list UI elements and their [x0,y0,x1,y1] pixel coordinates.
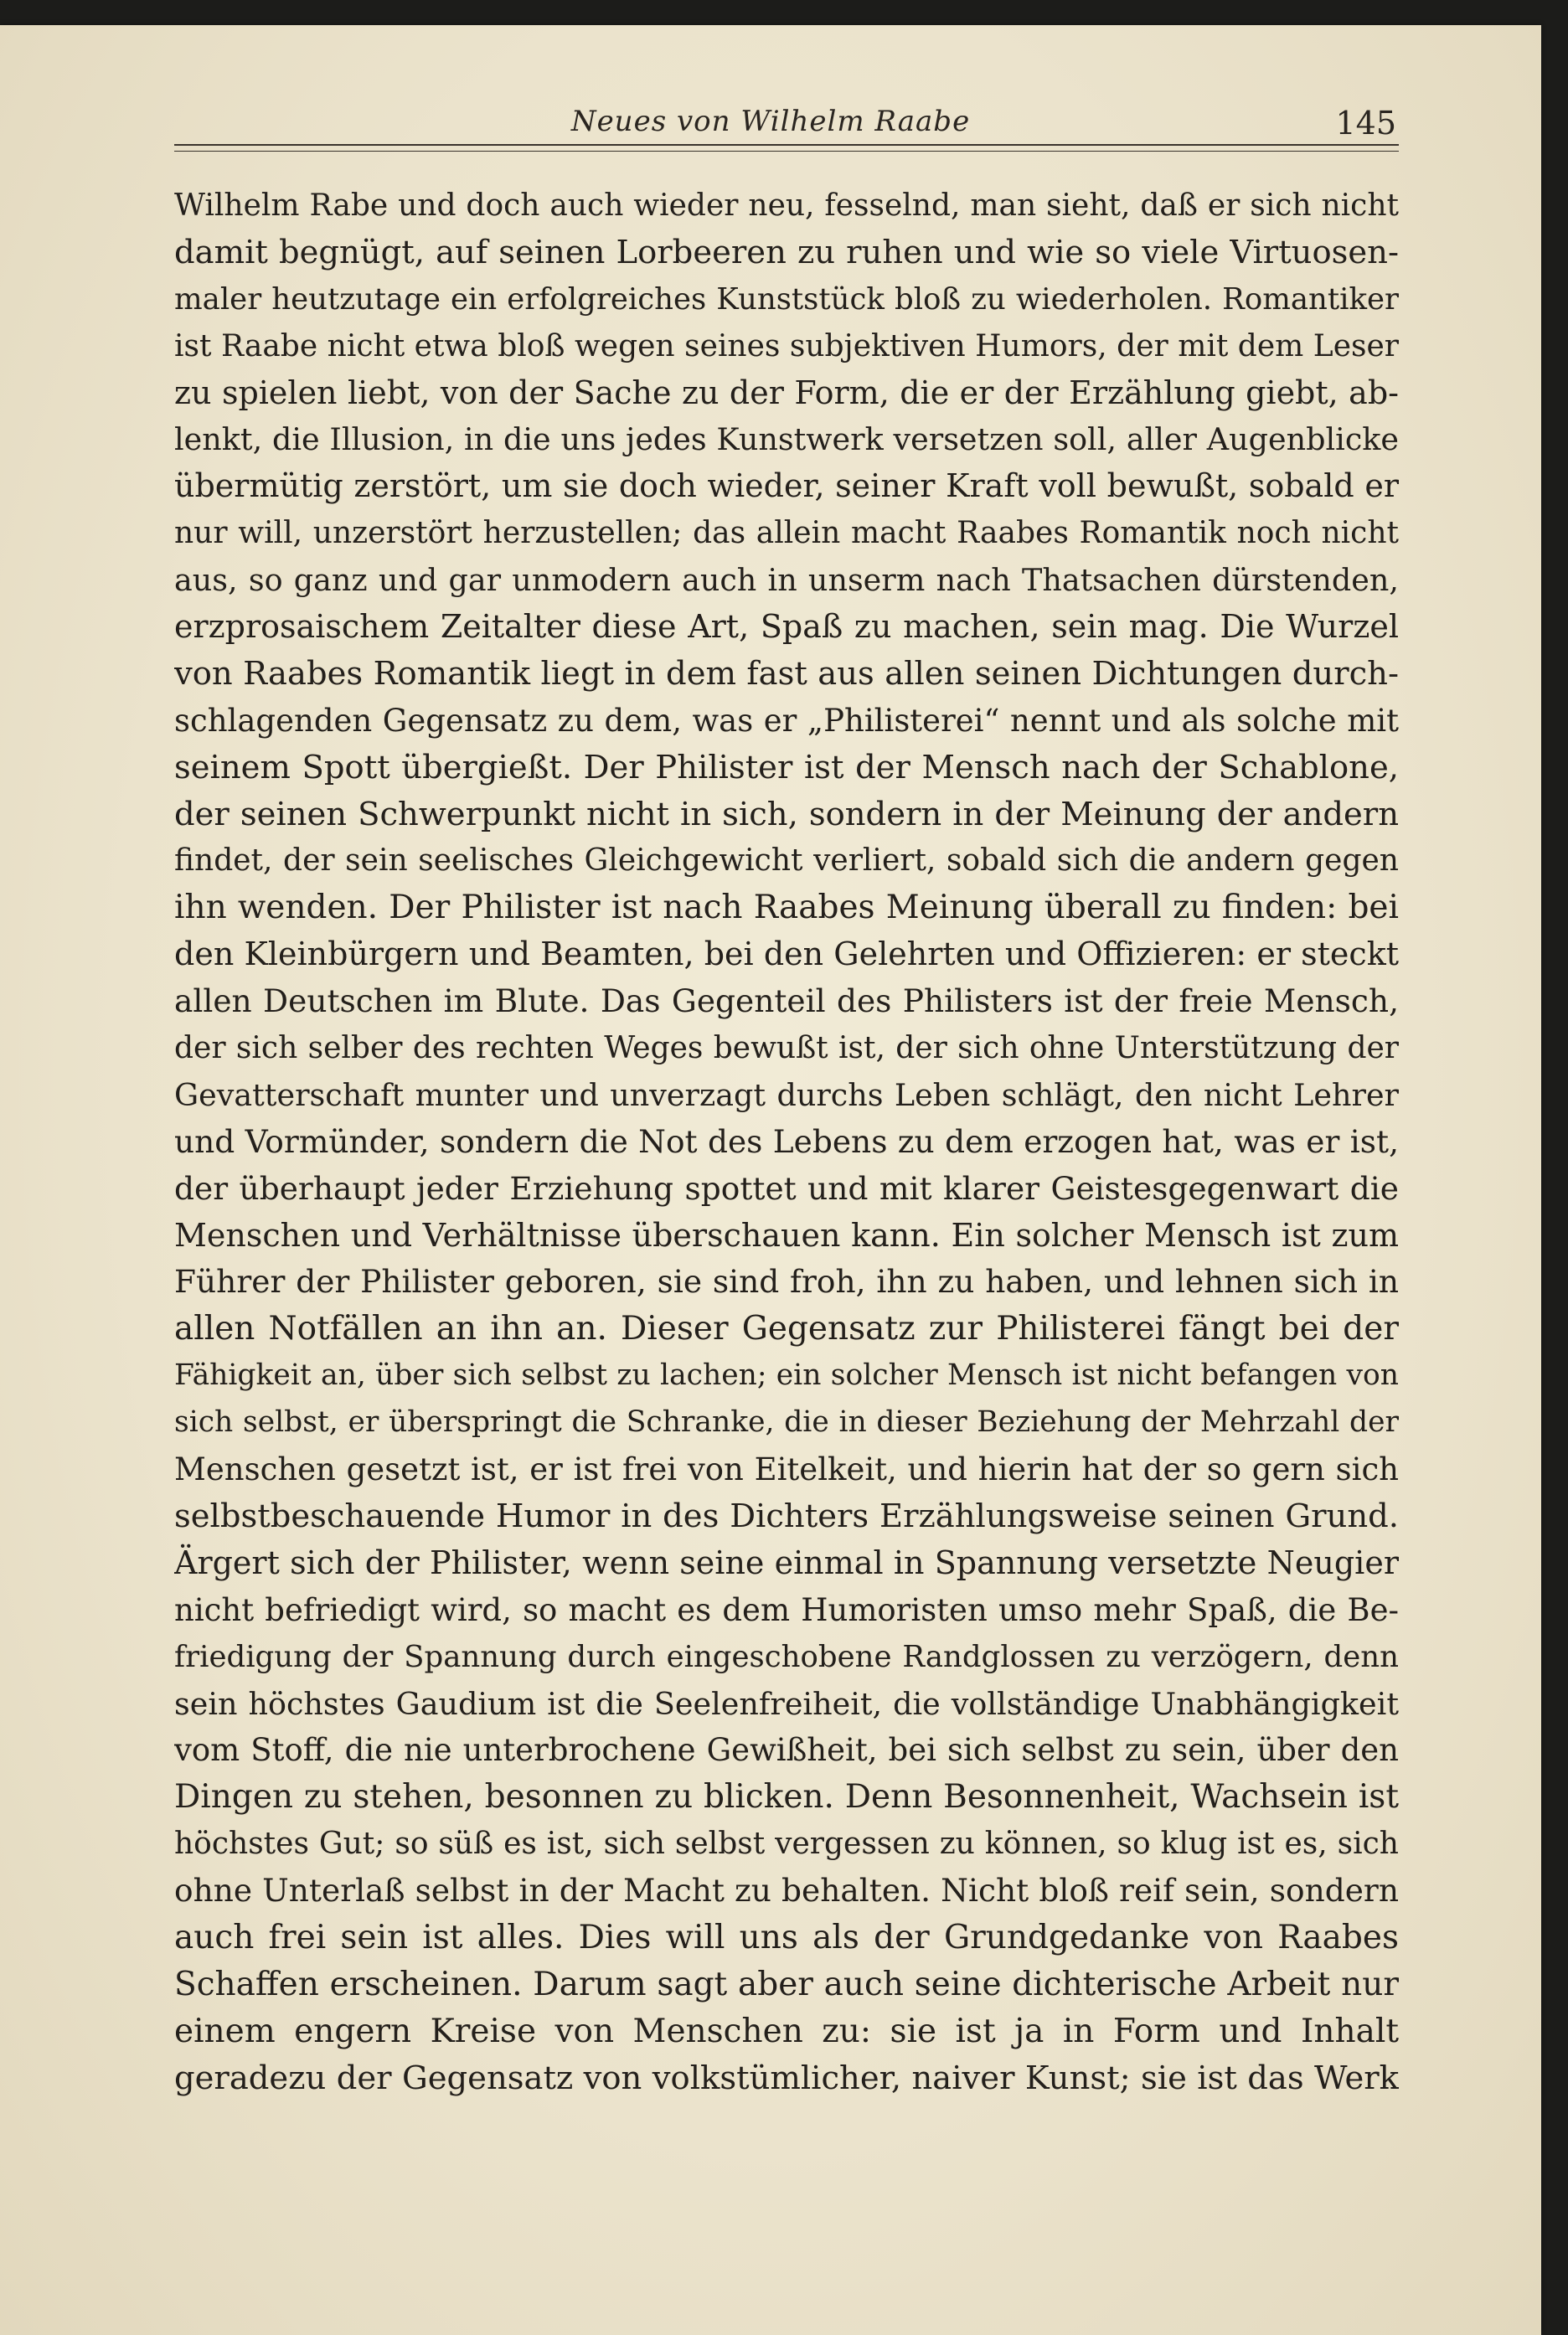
text-line: Fähigkeit an, über sich selbst zu lachen; ein solcher Mensch ist nicht befangen von [174,1358,1399,1393]
text-line: Menschen und Verhältnisse überschauen kann. Ein solcher Mensch ist zum [174,1216,1399,1254]
text-line: Führer der Philister geboren, sie sind froh, ihn zu haben, und lehnen sich in [174,1263,1399,1301]
text-line: nicht befriedigt wird, so macht es dem Humoristen umso mehr Spaß, die Be- [174,1591,1399,1628]
text-line: sein höchstes Gaudium ist die Seelenfreiheit, die vollständige Unabhängigkeit [174,1685,1399,1722]
text-line: Menschen gesetzt ist, er ist frei von Eitelkeit, und hierin hat der so gern sich [174,1451,1399,1488]
running-title: Neues von Wilhelm Raabe [570,105,971,138]
text-line: von Raabes Romantik liegt in dem fast aus allen seinen Dichtungen durch- [174,654,1399,693]
text-line: selbstbeschauende Humor in des Dichters Erzählungsweise seinen Grund. [174,1497,1399,1535]
text-line: geradezu der Gegensatz von volkstümlicher, naiver Kunst; sie ist das Werk [174,2059,1399,2097]
body-text [174,183,1399,2102]
text-line: ihn wenden. Der Philister ist nach Raabes Meinung überall zu finden: bei [174,889,1399,927]
text-line: zu spielen liebt, von der Sache zu der Form, die er der Erzählung giebt, ab- [174,374,1399,411]
book-page [0,25,1541,2335]
text-line: Dingen zu stehen, besonnen zu blicken. Denn Besonnenheit, Wachsein ist [174,1778,1399,1817]
text-line: Schaffen erscheinen. Darum sagt aber auch seine dichterische Arbeit nur [174,1965,1399,2003]
text-line: maler heutzutage ein erfolgreiches Kunststück bloß zu wiederholen. Romantiker [174,281,1399,317]
text-line: sich selbst, er überspringt die Schranke, die in dieser Beziehung der Mehrzahl der [174,1405,1399,1440]
text-line: allen Notfällen an ihn an. Dieser Gegensatz zur Philisterei fängt bei der [174,1310,1399,1348]
text-line: Ärgert sich der Philister, wenn seine einmal in Spannung versetzte Neugier [174,1544,1399,1581]
text-line: findet, der sein seelisches Gleichgewicht verliert, sobald sich die andern gegen [174,843,1399,879]
text-line: friedigung der Spannung durch eingeschobene Randglossen zu verzögern, denn [174,1639,1399,1674]
text-line: nur will, unzerstört herzustellen; das allein macht Raabes Romantik noch nicht [174,516,1399,551]
text-line: der seinen Schwerpunkt nicht in sich, sondern in der Meinung der andern [174,795,1399,833]
text-line: aus, so ganz und gar unmodern auch in unserm nach Thatsachen dürstenden, [174,562,1399,599]
text-line: einem engern Kreise von Menschen zu: sie ist ja in Form und Inhalt [174,2012,1399,2050]
text-line: der überhaupt jeder Erziehung spottet und mit klarer Geistesgegenwart die [174,1169,1399,1207]
text-line: vom Stoff, die nie unterbrochene Gewißheit, bei sich selbst zu sein, über den [174,1732,1399,1769]
text-line: seinem Spott übergießt. Der Philister ist der Mensch nach der Schablone, [174,748,1399,786]
text-line: damit begnügt, auf seinen Lorbeeren zu ruhen und wie so viele Virtuosen- [174,233,1399,271]
page-number: 145 [1335,105,1396,142]
text-line: schlagenden Gegensatz zu dem, was er „Philisterei“ nennt und als solche mit [174,702,1399,739]
header-rule [174,144,1399,152]
text-line: ohne Unterlaß selbst in der Macht zu behalten. Nicht bloß reif sein, sondern [174,1872,1399,1910]
text-line: ist Raabe nicht etwa bloß wegen seines subjektiven Humors, der mit dem Leser [174,328,1399,363]
text-line: Gevatterschaft munter und unverzagt durchs Leben schlägt, den nicht Lehrer [174,1076,1399,1113]
text-line: Wilhelm Rabe und doch auch wieder neu, fesselnd, man sieht, daß er sich nicht [174,188,1399,223]
text-line: allen Deutschen im Blute. Das Gegenteil des Philisters ist der freie Mensch, [174,982,1399,1020]
text-line: und Vormünder, sondern die Not des Lebens zu dem erzogen hat, was er ist, [174,1122,1399,1160]
text-line: erzprosaischem Zeitalter diese Art, Spaß zu machen, sein mag. Die Wurzel [174,608,1399,646]
text-line: den Kleinbürgern und Beamten, bei den Gelehrten und Offizieren: er steckt [174,936,1399,973]
text-line: der sich selber des rechten Weges bewußt ist, der sich ohne Unterstützung der [174,1031,1399,1066]
text-line: auch frei sein ist alles. Dies will uns als der Grundgedanke von Raabes [174,1918,1399,1956]
text-line: lenkt, die Illusion, in die uns jedes Kunstwerk versetzen soll, aller Augenblicke [174,421,1399,458]
text-line: höchstes Gut; so süß es ist, sich selbst vergessen zu können, so klug ist es, sich [174,1827,1399,1862]
text-line: übermütig zerstört, um sie doch wieder, seiner Kraft voll bewußt, sobald er [174,467,1399,505]
